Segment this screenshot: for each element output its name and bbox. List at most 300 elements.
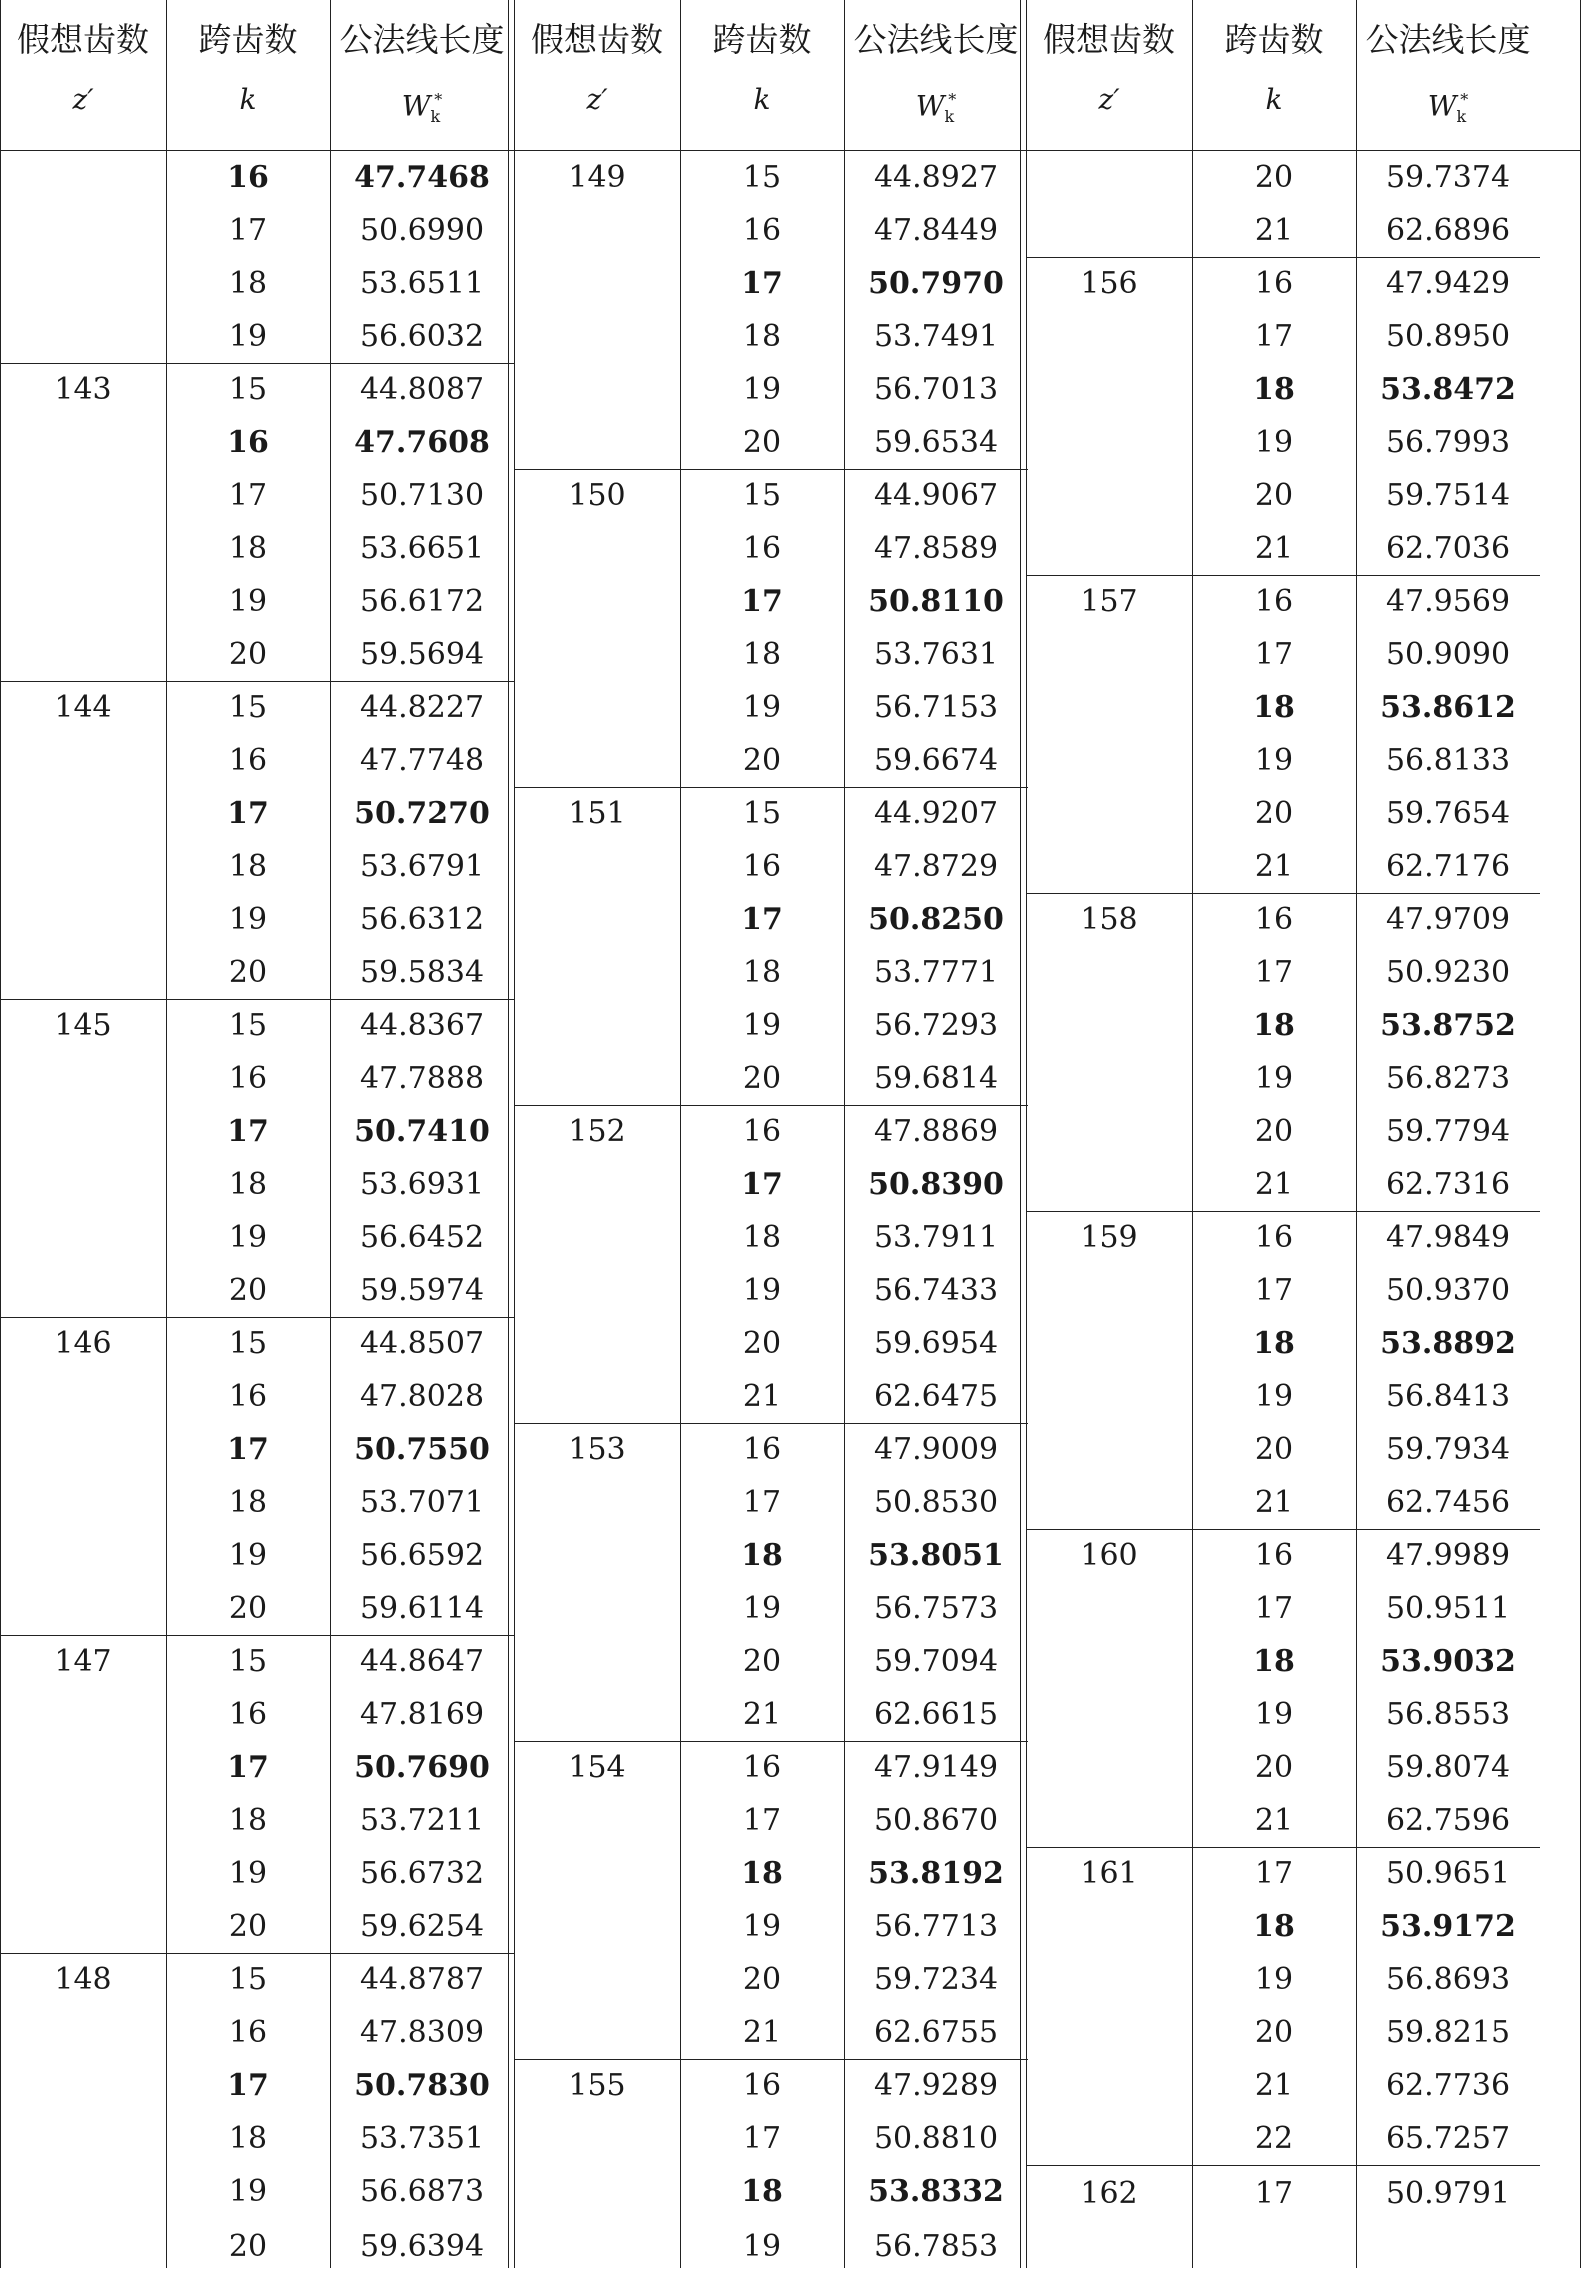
- span-count-cell: 20: [228, 1591, 268, 1626]
- tangent-length-cell: 62.7036: [1385, 531, 1511, 566]
- tangent-length-cell: 56.7293: [873, 1008, 999, 1043]
- span-count-cell: 19: [228, 2174, 268, 2209]
- span-count-cell: 19: [1254, 743, 1294, 778]
- tangent-length-cell: 47.7468: [354, 160, 490, 195]
- span-count-cell: 19: [228, 902, 268, 937]
- span-count-cell: 19: [1254, 425, 1294, 460]
- span-count-cell: 18: [741, 1538, 783, 1573]
- tangent-length-cell: 53.8332: [868, 2174, 1004, 2209]
- teeth-count-cell: [1026, 1743, 1192, 1796]
- tangent-length-cell: 50.8810: [873, 2121, 999, 2156]
- tangent-length-cell: 56.7433: [873, 1273, 999, 1308]
- span-count-cell: 20: [742, 425, 782, 460]
- tangent-length-cell: 62.7176: [1385, 849, 1511, 884]
- teeth-count-cell: [514, 1319, 680, 1372]
- teeth-count-cell: 147: [54, 1644, 112, 1679]
- group-separator: [514, 1423, 1028, 1424]
- teeth-count-cell: [0, 1796, 166, 1849]
- teeth-count-cell: [1026, 1266, 1192, 1319]
- tangent-length-cell: 59.7374: [1385, 160, 1511, 195]
- span-count-cell: 20: [1254, 2015, 1294, 2050]
- tangent-length-cell: 47.9569: [1385, 584, 1511, 619]
- header-symbol: k: [239, 83, 257, 116]
- span-count-cell: 20: [228, 2229, 268, 2264]
- span-count-cell: 16: [1254, 1538, 1294, 1573]
- tangent-length-cell: 59.6954: [873, 1326, 999, 1361]
- span-count-cell: 18: [228, 1485, 268, 1520]
- teeth-count-cell: [0, 2220, 166, 2277]
- teeth-count-cell: [514, 2167, 680, 2220]
- teeth-count-cell: [0, 1054, 166, 1107]
- span-count-cell: 20: [228, 955, 268, 990]
- span-count-cell: 17: [742, 2121, 782, 2156]
- tangent-length-cell: 53.8472: [1380, 372, 1516, 407]
- tangent-length-cell: 47.8309: [359, 2015, 485, 2050]
- header-label: 跨齿数: [712, 20, 812, 59]
- teeth-count-cell: [0, 1213, 166, 1266]
- group-separator: [1026, 2165, 1540, 2166]
- tangent-length-cell: 53.7771: [873, 955, 999, 990]
- span-count-cell: 17: [741, 584, 783, 619]
- span-count-cell: 17: [741, 902, 783, 937]
- tangent-length-cell: 62.7596: [1385, 1803, 1511, 1838]
- teeth-count-cell: [0, 1849, 166, 1902]
- span-count-cell: 19: [742, 1273, 782, 1308]
- tangent-length-cell: 53.7211: [359, 1803, 485, 1838]
- teeth-count-cell: [1026, 365, 1192, 418]
- span-count-cell: 17: [742, 1803, 782, 1838]
- span-count-cell: 20: [1254, 1432, 1294, 1467]
- span-count-cell: 21: [742, 2015, 782, 2050]
- header-label: 公法线长度: [339, 20, 505, 59]
- teeth-count-cell: [0, 418, 166, 471]
- teeth-count-cell: 162: [1080, 2176, 1138, 2211]
- tangent-length-cell: 56.7153: [873, 690, 999, 725]
- teeth-count-cell: [0, 1372, 166, 1425]
- span-count-cell: 18: [1253, 1644, 1295, 1679]
- teeth-count-cell: [514, 1955, 680, 2008]
- tangent-length-cell: 47.9009: [873, 1432, 999, 1467]
- header-label: 公法线长度: [853, 20, 1019, 59]
- tangent-length-cell: 59.5694: [359, 637, 485, 672]
- tangent-length-cell: 44.8647: [359, 1644, 485, 1679]
- span-count-cell: 20: [742, 1061, 782, 1096]
- tangent-length-cell: 50.9370: [1385, 1273, 1511, 1308]
- span-count-cell: 16: [742, 1114, 782, 1149]
- tangent-length-cell: 59.7794: [1385, 1114, 1511, 1149]
- span-count-cell: 20: [1254, 1114, 1294, 1149]
- span-count-cell: 18: [742, 1220, 782, 1255]
- tangent-length-cell: 50.8390: [868, 1167, 1004, 1202]
- tangent-length-cell: 50.7270: [354, 796, 490, 831]
- tangent-length-cell: 47.8028: [359, 1379, 485, 1414]
- teeth-count-cell: [514, 1902, 680, 1955]
- group-separator: [1026, 1211, 1540, 1212]
- teeth-count-cell: 155: [568, 2068, 626, 2103]
- tangent-length-cell: 56.6732: [359, 1856, 485, 1891]
- header-symbol: z′: [72, 83, 94, 116]
- tangent-length-cell: 62.6896: [1385, 213, 1511, 248]
- teeth-count-cell: [1026, 524, 1192, 577]
- teeth-count-cell: [1026, 471, 1192, 524]
- span-count-cell: 15: [742, 160, 782, 195]
- tangent-length-cell: 56.8553: [1385, 1697, 1511, 1732]
- teeth-count-cell: [1026, 206, 1192, 259]
- tangent-length-cell: 62.6475: [873, 1379, 999, 1414]
- span-count-cell: 16: [742, 1432, 782, 1467]
- teeth-count-cell: 157: [1080, 584, 1138, 619]
- teeth-count-cell: 146: [54, 1326, 112, 1361]
- teeth-count-cell: 152: [568, 1114, 626, 1149]
- tangent-length-cell: 53.7911: [873, 1220, 999, 1255]
- teeth-count-cell: [514, 1849, 680, 1902]
- teeth-count-cell: [514, 683, 680, 736]
- teeth-count-cell: [0, 2008, 166, 2061]
- tangent-length-cell: 56.8693: [1385, 1962, 1511, 1997]
- teeth-count-cell: [0, 1107, 166, 1160]
- teeth-count-cell: [1026, 2008, 1192, 2061]
- tangent-length-cell: 53.7071: [359, 1485, 485, 1520]
- span-count-cell: 17: [1254, 2176, 1294, 2211]
- tangent-length-cell: 50.8250: [868, 902, 1004, 937]
- span-count-cell: 19: [742, 372, 782, 407]
- tangent-length-cell: 50.7690: [354, 1750, 490, 1785]
- span-count-cell: 17: [1254, 1273, 1294, 1308]
- group-separator: [0, 1317, 514, 1318]
- tangent-length-cell: 62.7316: [1385, 1167, 1511, 1202]
- teeth-count-cell: [514, 524, 680, 577]
- teeth-count-cell: [514, 1796, 680, 1849]
- tangent-length-cell: 59.6114: [359, 1591, 485, 1626]
- tangent-length-cell: 56.7713: [873, 1909, 999, 1944]
- teeth-count-cell: 161: [1080, 1856, 1138, 1891]
- teeth-count-cell: 150: [568, 478, 626, 513]
- span-count-cell: 18: [228, 2121, 268, 2156]
- span-count-cell: 22: [1254, 2121, 1294, 2156]
- teeth-count-cell: 153: [568, 1432, 626, 1467]
- span-count-cell: 18: [228, 849, 268, 884]
- teeth-count-cell: [1026, 1796, 1192, 1849]
- span-count-cell: 16: [227, 425, 269, 460]
- teeth-count-cell: [0, 2114, 166, 2167]
- tangent-length-cell: 56.7573: [873, 1591, 999, 1626]
- teeth-count-cell: [1026, 1107, 1192, 1160]
- teeth-count-cell: [514, 259, 680, 312]
- tangent-length-cell: 44.8087: [359, 372, 485, 407]
- tangent-length-cell: 59.7654: [1385, 796, 1511, 831]
- span-count-cell: 15: [228, 1008, 268, 1043]
- span-count-cell: 15: [228, 372, 268, 407]
- tangent-length-cell: 59.5974: [359, 1273, 485, 1308]
- span-count-cell: 17: [1254, 1856, 1294, 1891]
- teeth-count-cell: [514, 365, 680, 418]
- teeth-count-cell: [0, 577, 166, 630]
- tangent-length-cell: 50.6990: [359, 213, 485, 248]
- teeth-count-cell: [1026, 683, 1192, 736]
- header-virtual-teeth: [514, 0, 680, 150]
- span-count-cell: 16: [228, 2015, 268, 2050]
- span-count-cell: 21: [1254, 2068, 1294, 2103]
- tangent-length-cell: 62.6755: [873, 2015, 999, 2050]
- teeth-count-cell: [514, 948, 680, 1001]
- tangent-length-cell: 50.9791: [1385, 2176, 1511, 2211]
- span-count-cell: 21: [742, 1379, 782, 1414]
- span-count-cell: 20: [742, 1326, 782, 1361]
- span-count-cell: 19: [742, 690, 782, 725]
- teeth-count-cell: 145: [54, 1008, 112, 1043]
- tangent-length-cell: 44.9067: [873, 478, 999, 513]
- span-count-cell: 17: [1254, 955, 1294, 990]
- tangent-length-cell: 56.6873: [359, 2174, 485, 2209]
- teeth-count-cell: [514, 630, 680, 683]
- tangent-length-cell: 50.9651: [1385, 1856, 1511, 1891]
- teeth-count-cell: [514, 1266, 680, 1319]
- tangent-length-cell: 47.7748: [359, 743, 485, 778]
- teeth-count-cell: [514, 312, 680, 365]
- tangent-length-cell: 56.6592: [359, 1538, 485, 1573]
- teeth-count-cell: [0, 1690, 166, 1743]
- teeth-count-cell: [514, 418, 680, 471]
- tangent-length-cell: 53.8612: [1380, 690, 1516, 725]
- span-count-cell: 19: [1254, 1697, 1294, 1732]
- teeth-count-cell: [514, 577, 680, 630]
- teeth-count-cell: [1026, 1319, 1192, 1372]
- header-label: 假想齿数: [17, 20, 149, 59]
- header-symbol: $W_k^*$: [1427, 89, 1469, 126]
- span-count-cell: 16: [1254, 902, 1294, 937]
- group-separator: [0, 681, 514, 682]
- span-count-cell: 16: [742, 1750, 782, 1785]
- teeth-count-cell: 160: [1080, 1538, 1138, 1573]
- teeth-count-cell: [514, 206, 680, 259]
- span-count-cell: 16: [228, 1697, 268, 1732]
- teeth-count-cell: 158: [1080, 902, 1138, 937]
- span-count-cell: 21: [742, 1697, 782, 1732]
- teeth-count-cell: [514, 1478, 680, 1531]
- teeth-count-cell: [1026, 1372, 1192, 1425]
- teeth-count-cell: [0, 630, 166, 683]
- span-count-cell: 18: [1253, 1326, 1295, 1361]
- teeth-count-cell: [1026, 842, 1192, 895]
- span-count-cell: 17: [227, 796, 269, 831]
- group-separator: [1026, 1529, 1540, 1530]
- span-count-cell: 17: [227, 1432, 269, 1467]
- tangent-length-cell: 53.9032: [1380, 1644, 1516, 1679]
- span-count-cell: 19: [228, 1220, 268, 1255]
- tangent-length-cell: 53.6511: [359, 266, 485, 301]
- teeth-count-cell: [514, 736, 680, 789]
- header-symbol: $W_k^*$: [401, 89, 443, 126]
- span-count-cell: 16: [742, 849, 782, 884]
- teeth-count-cell: [514, 2114, 680, 2167]
- teeth-count-cell: 144: [54, 690, 112, 725]
- group-separator: [0, 363, 514, 364]
- tangent-length-cell: 47.8869: [873, 1114, 999, 1149]
- span-count-cell: 20: [228, 1909, 268, 1944]
- header-span-teeth: [1192, 0, 1356, 150]
- teeth-count-cell: [0, 2167, 166, 2220]
- tangent-length-cell: 47.9429: [1385, 266, 1511, 301]
- group-separator: [514, 1741, 1028, 1742]
- teeth-count-cell: [514, 2220, 680, 2277]
- teeth-count-cell: 159: [1080, 1220, 1138, 1255]
- span-count-cell: 17: [1254, 1591, 1294, 1626]
- tangent-length-cell: 59.6674: [873, 743, 999, 778]
- group-separator: [1026, 1847, 1540, 1848]
- span-count-cell: 17: [227, 2068, 269, 2103]
- teeth-count-cell: 149: [568, 160, 626, 195]
- teeth-count-cell: 154: [568, 1750, 626, 1785]
- tangent-length-cell: 53.8892: [1380, 1326, 1516, 1361]
- tangent-length-cell: 50.9090: [1385, 637, 1511, 672]
- tangent-length-cell: 59.7094: [873, 1644, 999, 1679]
- span-count-cell: 16: [228, 1061, 268, 1096]
- header-label: 假想齿数: [531, 20, 663, 59]
- tangent-length-cell: 47.8169: [359, 1697, 485, 1732]
- span-count-cell: 18: [1253, 1909, 1295, 1944]
- teeth-count-cell: [1026, 418, 1192, 471]
- span-count-cell: 18: [228, 1167, 268, 1202]
- teeth-count-cell: [514, 1054, 680, 1107]
- tangent-length-cell: 50.7130: [359, 478, 485, 513]
- span-count-cell: 20: [742, 743, 782, 778]
- teeth-count-cell: [1026, 1054, 1192, 1107]
- teeth-count-cell: [1026, 1902, 1192, 1955]
- tangent-length-cell: 50.8110: [868, 584, 1004, 619]
- span-count-cell: 17: [228, 213, 268, 248]
- tangent-length-cell: 56.7853: [873, 2229, 999, 2264]
- teeth-count-cell: [0, 1266, 166, 1319]
- teeth-count-cell: [514, 1531, 680, 1584]
- header-symbol: $W_k^*$: [915, 89, 957, 126]
- tangent-length-cell: 47.9849: [1385, 1220, 1511, 1255]
- teeth-count-cell: 151: [568, 796, 626, 831]
- tangent-length-cell: 62.7456: [1385, 1485, 1511, 1520]
- teeth-count-cell: 156: [1080, 266, 1138, 301]
- header-label: 跨齿数: [1224, 20, 1324, 59]
- teeth-count-cell: [1026, 948, 1192, 1001]
- span-count-cell: 19: [742, 2229, 782, 2264]
- span-count-cell: 17: [1254, 637, 1294, 672]
- tangent-length-cell: 53.7351: [359, 2121, 485, 2156]
- span-count-cell: 19: [742, 1008, 782, 1043]
- span-count-cell: 21: [1254, 531, 1294, 566]
- group-separator: [514, 1105, 1028, 1106]
- teeth-count-cell: [0, 1478, 166, 1531]
- teeth-count-cell: [0, 1743, 166, 1796]
- span-count-cell: 18: [1253, 1008, 1295, 1043]
- span-count-cell: 21: [1254, 849, 1294, 884]
- tangent-length-cell: 47.9149: [873, 1750, 999, 1785]
- span-count-cell: 20: [1254, 1750, 1294, 1785]
- teeth-count-cell: [0, 789, 166, 842]
- tangent-length-cell: 56.6172: [359, 584, 485, 619]
- tangent-length-cell: 62.7736: [1385, 2068, 1511, 2103]
- span-count-cell: 16: [742, 531, 782, 566]
- teeth-count-cell: [1026, 1478, 1192, 1531]
- header-span-teeth: [166, 0, 330, 150]
- teeth-count-cell: [514, 1160, 680, 1213]
- tangent-length-cell: 50.7970: [868, 266, 1004, 301]
- header-virtual-teeth: [1026, 0, 1192, 150]
- span-count-cell: 17: [741, 266, 783, 301]
- span-count-cell: 16: [1254, 1220, 1294, 1255]
- span-count-cell: 19: [742, 1909, 782, 1944]
- teeth-count-cell: [1026, 1637, 1192, 1690]
- tangent-length-cell: 44.8507: [359, 1326, 485, 1361]
- teeth-count-cell: [0, 471, 166, 524]
- tangent-length-cell: 47.8729: [873, 849, 999, 884]
- span-count-cell: 19: [228, 584, 268, 619]
- span-count-cell: 21: [1254, 1485, 1294, 1520]
- teeth-count-cell: [0, 524, 166, 577]
- teeth-count-cell: [1026, 736, 1192, 789]
- tangent-length-cell: 47.7888: [359, 1061, 485, 1096]
- header-rule: [0, 150, 1581, 151]
- group-separator: [514, 787, 1028, 788]
- span-count-cell: 19: [1254, 1379, 1294, 1414]
- teeth-count-cell: [1026, 1690, 1192, 1743]
- header-span-teeth: [680, 0, 844, 150]
- teeth-count-cell: [0, 259, 166, 312]
- tangent-length-cell: 59.6814: [873, 1061, 999, 1096]
- tangent-length-cell: 53.9172: [1380, 1909, 1516, 1944]
- span-count-cell: 20: [1254, 160, 1294, 195]
- teeth-count-cell: [1026, 1001, 1192, 1054]
- span-count-cell: 21: [1254, 213, 1294, 248]
- tangent-length-cell: 50.7550: [354, 1432, 490, 1467]
- group-separator: [1026, 893, 1540, 894]
- teeth-count-cell: [514, 842, 680, 895]
- tangent-length-cell: 53.6931: [359, 1167, 485, 1202]
- teeth-count-cell: [514, 1690, 680, 1743]
- tangent-length-cell: 47.8589: [873, 531, 999, 566]
- span-count-cell: 20: [742, 1962, 782, 1997]
- tangent-length-cell: 53.6791: [359, 849, 485, 884]
- span-count-cell: 16: [742, 213, 782, 248]
- span-count-cell: 20: [228, 637, 268, 672]
- span-count-cell: 16: [742, 2068, 782, 2103]
- tangent-length-cell: 59.7234: [873, 1962, 999, 1997]
- tangent-length-cell: 44.8367: [359, 1008, 485, 1043]
- span-count-cell: 21: [1254, 1167, 1294, 1202]
- tangent-length-cell: 47.8449: [873, 213, 999, 248]
- header-base-tangent-length: [330, 0, 514, 150]
- teeth-count-cell: [1026, 153, 1192, 206]
- header-virtual-teeth: [0, 0, 166, 150]
- span-count-cell: 17: [227, 1750, 269, 1785]
- span-count-cell: 15: [228, 1644, 268, 1679]
- teeth-count-cell: [514, 1001, 680, 1054]
- teeth-count-cell: [0, 1425, 166, 1478]
- group-separator: [0, 1635, 514, 1636]
- teeth-count-cell: [0, 312, 166, 365]
- span-count-cell: 16: [227, 160, 269, 195]
- span-count-cell: 15: [228, 690, 268, 725]
- tangent-length-cell: 56.6032: [359, 319, 485, 354]
- teeth-count-cell: [1026, 1955, 1192, 2008]
- span-count-cell: 19: [1254, 1962, 1294, 1997]
- span-count-cell: 15: [742, 796, 782, 831]
- span-count-cell: 15: [228, 1962, 268, 1997]
- teeth-count-cell: [1026, 2114, 1192, 2167]
- tangent-length-cell: 59.8215: [1385, 2015, 1511, 2050]
- span-count-cell: 15: [228, 1326, 268, 1361]
- span-count-cell: 18: [228, 266, 268, 301]
- teeth-count-cell: [1026, 1425, 1192, 1478]
- teeth-count-cell: [1026, 1160, 1192, 1213]
- span-count-cell: 18: [1253, 372, 1295, 407]
